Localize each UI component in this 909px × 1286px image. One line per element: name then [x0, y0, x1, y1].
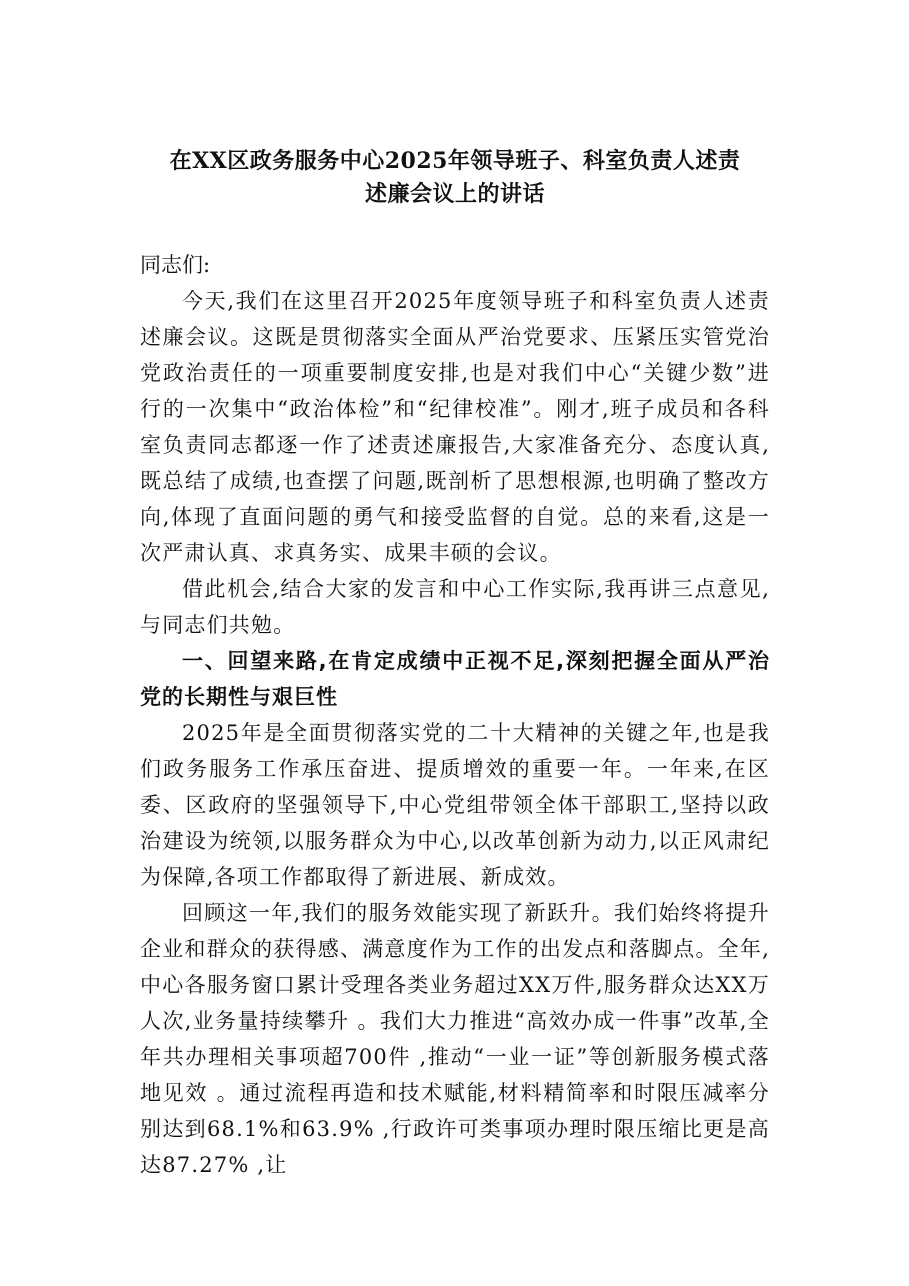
transition-paragraph: 借此机会,结合大家的发言和中心工作实际,我再讲三点意见,与同志们共勉。 — [140, 577, 770, 637]
section-1-heading: 一、回望来路,在肯定成绩中正视不足,深刻把握全面从严治党的长期性与艰巨性 — [140, 649, 770, 709]
document-page — [140, 145, 770, 1183]
document-title-line-1: 在XX区政务服务中心2025年领导班子、科室负责人述责 — [169, 148, 741, 174]
document-title — [140, 145, 770, 211]
section-1-paragraph-1: 2025年是全面贯彻落实党的二十大精神的关键之年,也是我们政务服务工作承压奋进、提质增效的重要一年。一年来,在区委、区政府的坚强领导下,中心党组带领全体干部职工,坚持以政治建设为统领,以服务群众为中心,以改革创新为动力,以正风肃纪为保障,各项工作都取得了新进展、新成效。 — [140, 721, 770, 889]
opening-paragraph: 今天,我们在这里召开2025年度领导班子和科室负责人述责述廉会议。这既是贯彻落实全面从严治党要求、压紧压实管党治党政治责任的一项重要制度安排,也是对我们中心“关键少数”进行的一次集中“政治体检”和“纪律校准”。刚才,班子成员和各科室负责同志都逐一作了述责述廉报告,大家准备充分、态度认真,既总结了成绩,也查摆了问题,既剖析了思想根源,也明确了整改方向,体现了直面问题的勇气和接受监督的自觉。总的来看,这是一次严肃认真、求真务实、成果丰硕的会议。 — [140, 289, 770, 565]
section-1-paragraph-2: 回顾这一年,我们的服务效能实现了新跃升。我们始终将提升企业和群众的获得感、满意度作为工作的出发点和落脚点。全年,中心各服务窗口累计受理各类业务超过XX万件,服务群众达XX万人次,业务量持续攀升 。我们大力推进“高效办成一件事”改革,全年共办理相关事项超700件 ,推动“一业一证”等创新服务模式落地见效 。通过流程再造和技术赋能,材料精简率和时限压减率分别达到68.1%和63.9% ,行政许可类事项办理时限压缩比更是高达87.27% ,让 — [140, 901, 770, 1177]
salutation: 同志们: — [140, 253, 211, 277]
document-title-line-2: 述廉会议上的讲话 — [364, 181, 545, 207]
